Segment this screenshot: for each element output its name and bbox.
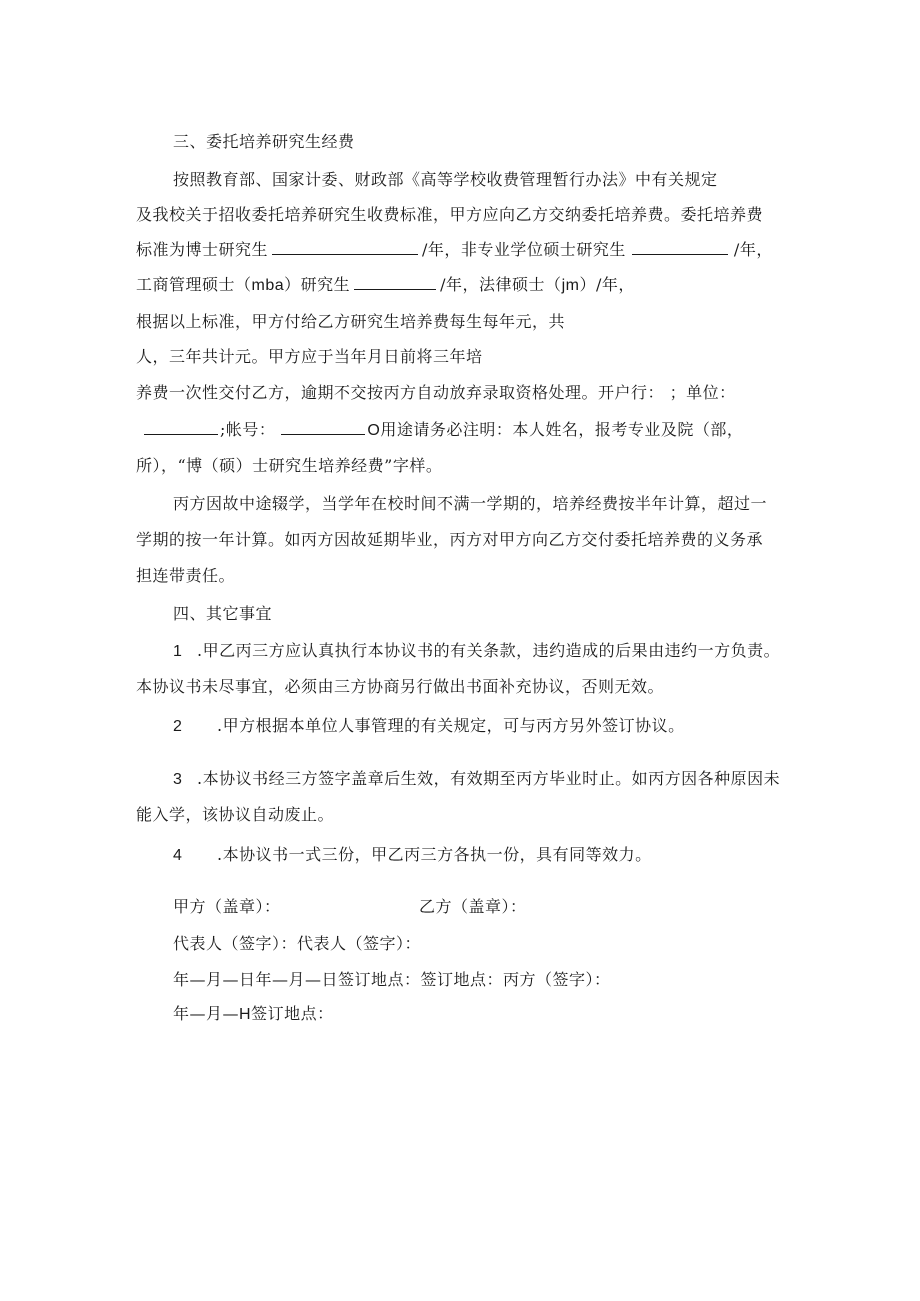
jm-abbr: jm [561,277,580,294]
paragraph-line: 学期的按一年计算。如丙方因故延期毕业，丙方对甲方向乙方交付委托培养费的义务承 [136,530,764,549]
place-label: 签订地点： [251,1004,334,1023]
item-number: 2 [173,718,183,735]
item-text: .甲乙丙三方应认真执行本协议书的有关条款，违约造成的后果由违约一方负责。 [197,641,781,660]
paragraph-line: 本协议书未尽事宜，必须由三方协商另行做出书面补充协议，否则无效。 [136,677,665,696]
party-a-seal: 甲方（盖章）： [173,897,281,916]
section-3-heading: 三、委托培养研究生经费 [173,132,355,151]
mba-label-b: ）研究生 [284,275,351,294]
item-text: .甲方根据本单位人事管理的有关规定，可与丙方另外签订协议。 [217,716,685,735]
account-label: ;帐号： [220,420,276,439]
master-fee-blank[interactable] [632,240,728,255]
paragraph-line: 及我校关于招收委托培养研究生收费标准，甲方应向乙方交纳委托培养费。委托培养费 [136,205,764,224]
representatives-line: 代表人（签字）：代表人（签字）： [173,934,422,953]
party-b-seal: 乙方（盖章）： [419,897,527,916]
date-prefix: 年—月— [173,1004,240,1023]
section-4-heading: 四、其它事宜 [173,604,273,623]
fee-unit: /年， [733,240,773,259]
fee-label-master: /年，非专业学位硕士研究生 [422,240,626,259]
paragraph-line: 能入学，该协议自动废止。 [136,805,335,824]
paragraph-line: 丙方因故中途辍学，当学年在校时间不满一学期的，培养经费按半年计算，超过一 [173,494,768,513]
list-item [173,845,652,866]
item-text: .本协议书一式三份，甲乙丙三方各执一份，具有同等效力。 [217,845,652,864]
usage-note: 用途请务必注明：本人姓名，报考专业及院（部， [380,420,744,439]
date-h: H [239,1006,252,1023]
doctor-fee-blank[interactable] [272,240,418,255]
list-item [173,769,780,790]
mba-fee-blank[interactable] [354,275,436,290]
jm-label-b: ）/年， [579,275,635,294]
paragraph-line: 根据以上标准，甲方付给乙方研究生培养费每生每年元，共 [136,312,566,331]
mba-abbr: mba [251,277,285,294]
item-text: .本协议书经三方签字盖章后生效，有效期至丙方毕业时止。如丙方因各种原因未 [197,769,781,788]
list-item [173,641,780,662]
item-number: 4 [173,847,183,864]
paragraph-line: 人，三年共计元。甲方应于当年月日前将三年培 [136,347,483,366]
paragraph-line: 担连带责任。 [136,566,236,585]
list-item [173,716,685,737]
date-place-line [173,1004,334,1025]
paragraph-line [136,240,773,260]
fee-label-doctor: 标准为博士研究生 [136,240,269,259]
item-number: 1 [173,643,183,660]
paragraph-line: 所），“博（硕）士研究生培养经费”字样。 [136,456,443,475]
date-place-line: 年—月—日年—月—日签订地点：签订地点：丙方（签字）： [173,970,611,989]
mba-label-a: 工商管理硕士（ [136,275,252,294]
paragraph-line [136,275,635,296]
item-number: 3 [173,771,183,788]
paragraph-line [144,420,743,441]
unit-blank[interactable] [144,420,218,435]
jm-label-a: /年，法律硕士（ [440,275,562,294]
account-o: O [367,422,381,439]
paragraph-line: 养费一次性交付乙方，逾期不交按丙方自动放弃录取资格处理。开户行： ；单位： [136,383,736,402]
paragraph-line: 按照教育部、国家计委、财政部《高等学校收费管理暂行办法》中有关规定 [173,170,718,189]
account-blank[interactable] [281,420,365,435]
